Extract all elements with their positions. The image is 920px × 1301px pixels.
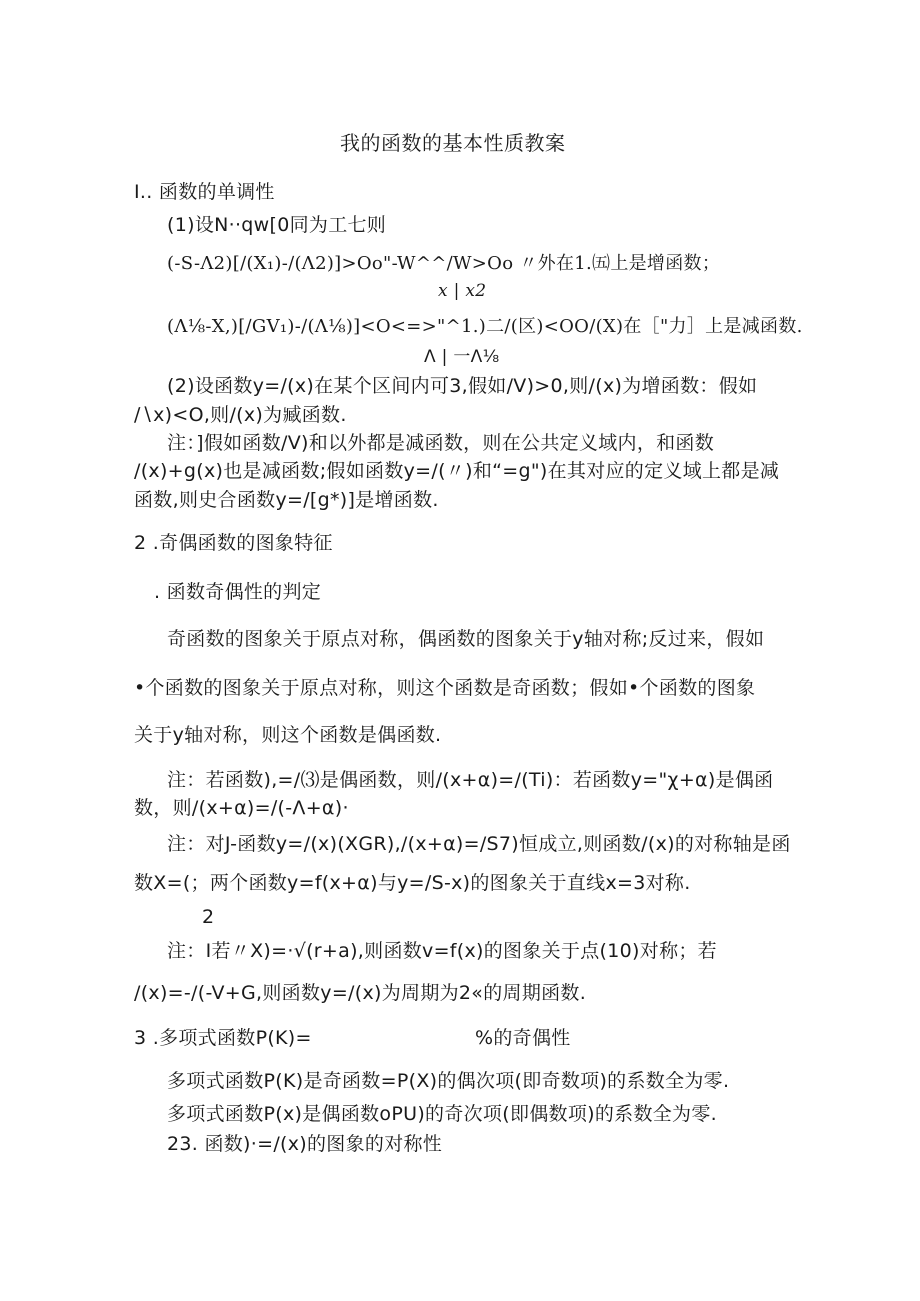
note-line: 注：对J-函数y=/(x)(XGR),/(x+α)=/S7)恒成立,则函数/(x)的对称轴是函 [167, 833, 791, 855]
paragraph-line: •个函数的图象关于原点对称，则这个函数是奇函数；假如•个函数的图象 [134, 677, 756, 699]
section-heading-polynomial: 3 .多项式函数P(K)= [134, 1027, 312, 1049]
paragraph-line: (2)设函数y=∕(x)在某个区间内可3,假如/V)>0,则/(x)为增函数：假如 [167, 375, 758, 397]
note-line: 注：I若〃X)=·√(r+a),则函数v=f(x)的图象关于点(10)对称；若 [167, 940, 717, 962]
paragraph-line: 数，则/(x+α)=∕(-Λ+α)· [134, 797, 349, 819]
paragraph-line: 数X=(；两个函数y=f(x+α)与y=∕S-x)的图象关于直线x=3对称. [134, 872, 691, 894]
note-line: 注：若函数),=/⑶是偶函数，则/(x+α)=/(Ti)：若函数y="χ+α)是偶函 [167, 769, 774, 791]
section-heading-symmetry: 23. 函数)·=/(x)的图象的对称性 [167, 1133, 443, 1155]
formula-line: (-S-Λ2)[∕(X₁)-∕(Λ2)]>Oo"-W^^∕W>Oo 〃外在1.㈤上是增函数； [167, 253, 721, 274]
formula-line: (Λ⅛-X,)[∕GV₁)-∕(Λ⅛)]<O<=>"^1.)二∕(区)<OO/(X)在［"力］上是减函数. [167, 316, 803, 337]
note-line: 注：]假如函数/V)和以外都是减函数，则在公共定义域内，和函数 [167, 432, 715, 454]
section-heading-monotonicity: I.. 函数的单调性 [134, 181, 275, 203]
document-title: 我的函数的基本性质教案 [340, 131, 566, 155]
paragraph-line: 关于y轴对称，则这个函数是偶函数. [134, 724, 442, 746]
section-heading-odd-even: 2 .奇偶函数的图象特征 [134, 532, 333, 554]
paragraph-line: ∕∖x)<O,则/(x)为臧函数. [134, 404, 347, 426]
paragraph-line: 函数,则史合函数y=∕[g*)]是增函数. [134, 489, 439, 511]
formula-subscript: Λ | 一Λ⅛ [424, 347, 500, 367]
paragraph-line: 多项式函数P(K)是奇函数=P(X)的偶次项(即奇数项)的系数全为零. [167, 1070, 730, 1092]
formula-denominator: 2 [202, 906, 215, 928]
paragraph-line: 多项式函数P(x)是偶函数oPU)的奇次项(即偶数项)的系数全为零. [167, 1103, 717, 1125]
paragraph-line: (1)设N··qw[0同为工七则 [167, 214, 387, 236]
paragraph-line: /(x)=-/(-V+G,则函数y=/(x)为周期为2«的周期函数. [134, 982, 587, 1004]
formula-subscript: x | x2 [438, 281, 487, 301]
paragraph-line: 奇函数的图象关于原点对称，偶函数的图象关于y轴对称;反过来，假如 [167, 628, 765, 650]
paragraph-line: /(x)+g(x)也是减函数;假如函数y=/(〃)和“=g")在其对应的定义域上都是减 [134, 460, 780, 482]
subsection-heading: . 函数奇偶性的判定 [154, 581, 322, 603]
section-heading-polynomial-tail: %的奇偶性 [475, 1027, 571, 1049]
